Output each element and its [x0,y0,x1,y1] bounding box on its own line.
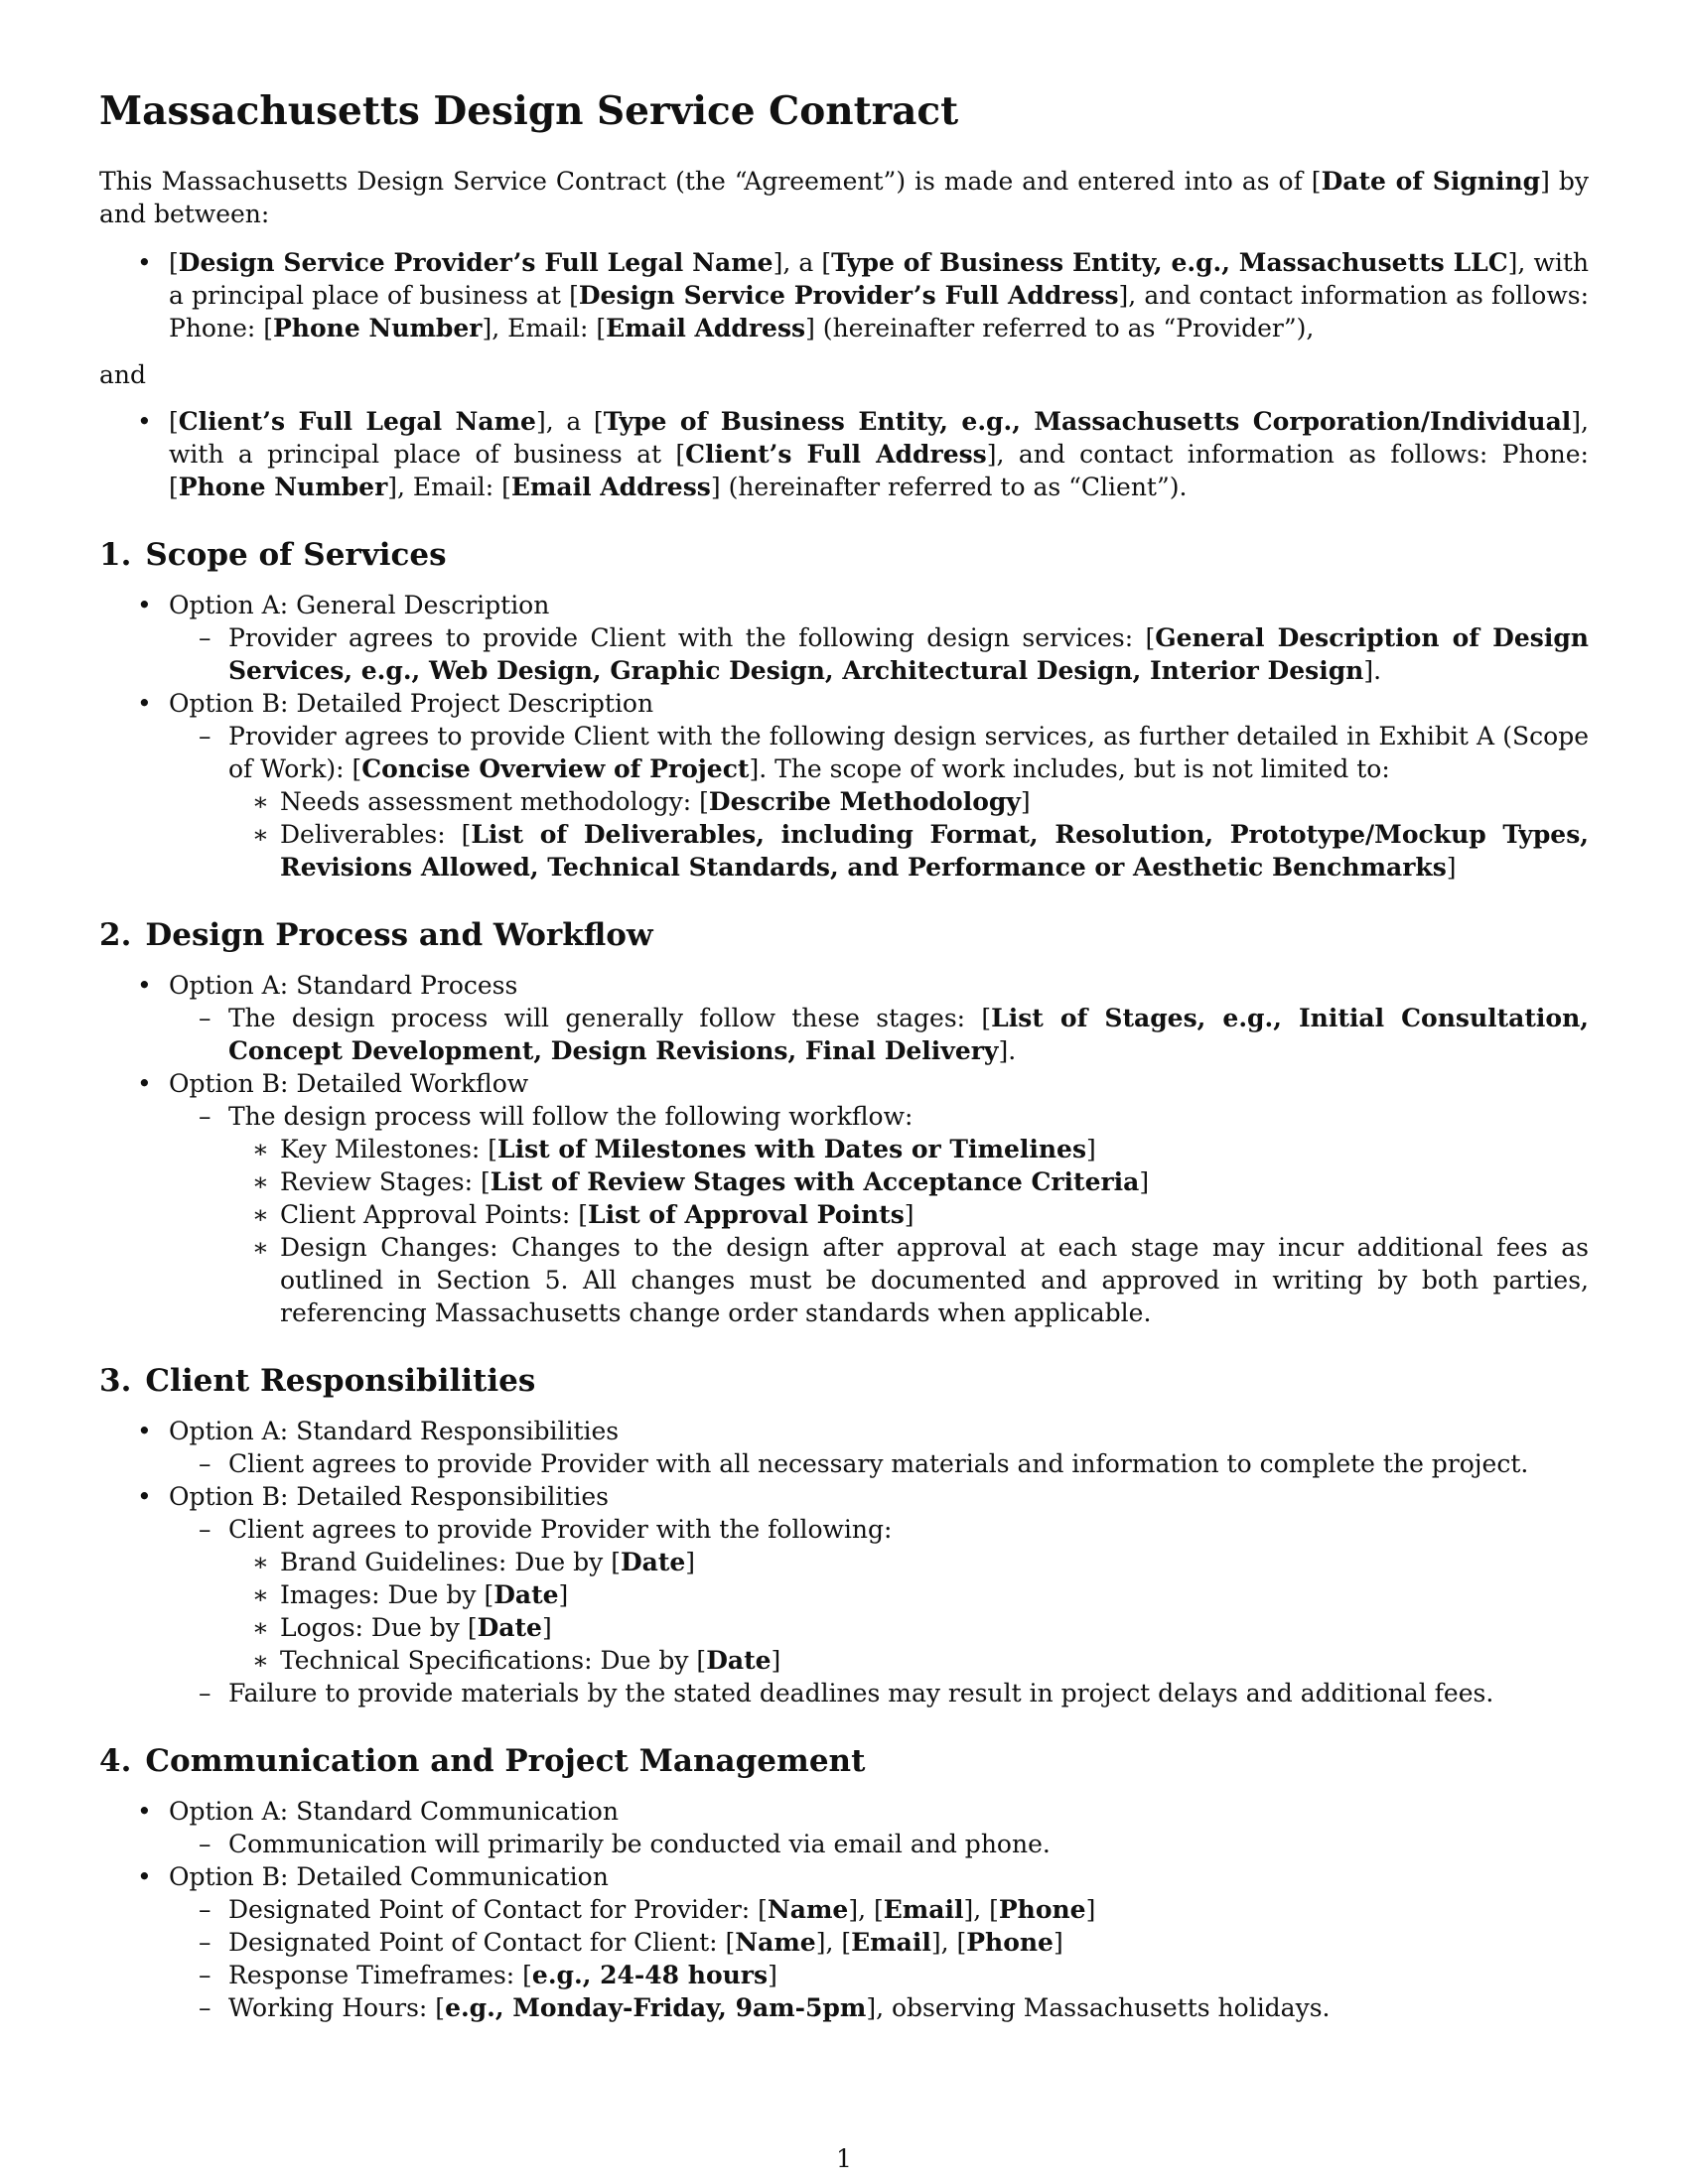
list-item: ∗ Brand Guidelines: Due by [Date] [228,1546,1589,1578]
provider-party-item: • [Design Service Provider’s Full Legal Name], a [Type of Business Entity, e.g., Massachusetts LLC], with a principal place of business at [Design Service Provider’s Full Address], and contact information as follows: Phone: [Phone Number], Email: [Email Address] (hereinafter referred to as “Provider”), [99,246,1589,344]
section-heading-scope: 1. Scope of Services [99,537,447,573]
list-item: – Communication will primarily be conducted via email and phone. [169,1828,1589,1860]
responsibilities-options-list [99,1415,1589,1709]
list-item: • Option B: Detailed Project Description – Provider agrees to provide Client with the following design services, as further detailed in Exhibit A (Scope of Work): [Concise Overview of Project]. The scope of work includes, but is not limited to: ∗ Needs assessment methodology: [Describe Methodology] ∗ Deliverables: [List of Deliverables, including Format, Resolution, Prototype/Mockup Types, Revisions Allowed, Technical Standards, and Performance or Aesthetic Benchmarks] [99,687,1589,884]
list-item: ∗ Images: Due by [Date] [228,1578,1589,1611]
client-party-item: • [Client’s Full Legal Name], a [Type of Business Entity, e.g., Massachusetts Corporation/Individual], with a principal place of business at [Client’s Full Address], and contact information as follows: Phone: [Phone Number], Email: [Email Address] (hereinafter referred to as “Client”). [99,405,1589,503]
list-item: ∗ Technical Specifications: Due by [Date] [228,1644,1589,1677]
and-text: and [99,360,147,389]
list-item: – Client agrees to provide Provider with all necessary materials and information to complete the project. [169,1447,1589,1480]
list-item: ∗ Key Milestones: [List of Milestones with Dates or Timelines] [228,1133,1589,1165]
process-options-list [99,969,1589,1329]
list-item: • Option A: Standard Responsibilities – Client agrees to provide Provider with all necessary materials and information to complete the project. [99,1415,1589,1480]
list-item: • Option B: Detailed Workflow – The design process will follow the following workflow: ∗ Key Milestones: [List of Milestones with Dates or Timelines] ∗ Review Stages: [List of Review Stages with Acceptance Criteria] ∗ Client Approval Points: [List of Approval Points] ∗ Design Changes: Changes to the design after approval at each stage may incur additional fees as outlined in Section 5. All changes must be documented and approved in writing by both parties, referencing Massachusetts change order standards when applicable. [99,1067,1589,1329]
list-item: – Response Timeframes: [e.g., 24-48 hours] [169,1959,1589,1991]
list-item: ∗ Design Changes: Changes to the design after approval at each stage may incur additional fees as outlined in Section 5. All changes must be documented and approved in writing by both parties, referencing Massachusetts change order standards when applicable. [228,1231,1589,1329]
scope-options-list [99,589,1589,884]
list-item: • Option B: Detailed Responsibilities – Client agrees to provide Provider with the following: ∗ Brand Guidelines: Due by [Date] ∗ Images: Due by [Date] ∗ Logos: Due by [Date] ∗ Technical Specifications: Due by [Date] – Failure to provide materials by the stated deadlines may result in project delays and additional fees. [99,1480,1589,1709]
list-item: • Option A: Standard Communication – Communication will primarily be conducted via email and phone. [99,1795,1589,1860]
list-item: – Working Hours: [e.g., Monday-Friday, 9am-5pm], observing Massachusetts holidays. [169,1991,1589,2024]
list-item: – Client agrees to provide Provider with the following: ∗ Brand Guidelines: Due by [Date] ∗ Images: Due by [Date] ∗ Logos: Due by [Date] ∗ Technical Specifications: Due by [Date] [169,1513,1589,1677]
list-item: ∗ Logos: Due by [Date] [228,1611,1589,1644]
list-item: – Designated Point of Contact for Client: [Name], [Email], [Phone] [169,1926,1589,1959]
list-item: – The design process will generally follow these stages: [List of Stages, e.g., Initial Consultation, Concept Development, Design Revisions, Final Delivery]. [169,1002,1589,1067]
section-heading-client-responsibilities: 3. Client Responsibilities [99,1363,536,1399]
client-list [99,405,1589,503]
document-title: Massachusetts Design Service Contract [99,88,959,134]
provider-list [99,246,1589,344]
list-item: • Option A: Standard Process – The design process will generally follow these stages: [List of Stages, e.g., Initial Consultation, Concept Development, Design Revisions, Final Delivery]. [99,969,1589,1067]
document-page [99,87,1589,2024]
list-item: ∗ Client Approval Points: [List of Approval Points] [228,1198,1589,1231]
list-item: • Option A: General Description – Provider agrees to provide Client with the following design services: [General Description of Design Services, e.g., Web Design, Graphic Design, Architectural Design, Interior Design]. [99,589,1589,687]
list-item: ∗ Review Stages: [List of Review Stages with Acceptance Criteria] [228,1165,1589,1198]
list-item: – Designated Point of Contact for Provider: [Name], [Email], [Phone] [169,1893,1589,1926]
list-item: ∗ Needs assessment methodology: [Describe Methodology] [228,785,1589,818]
intro-paragraph: This Massachusetts Design Service Contract (the “Agreement”) is made and entered into as of [Date of Signing] by and between: [99,167,1590,228]
communication-options-list [99,1795,1589,2024]
list-item: – Provider agrees to provide Client with the following design services, as further detailed in Exhibit A (Scope of Work): [Concise Overview of Project]. The scope of work includes, but is not limited to: ∗ Needs assessment methodology: [Describe Methodology] ∗ Deliverables: [List of Deliverables, including Format, Resolution, Prototype/Mockup Types, Revisions Allowed, Technical Standards, and Performance or Aesthetic Benchmarks] [169,720,1589,884]
section-heading-process: 2. Design Process and Workflow [99,917,653,953]
list-item: ∗ Deliverables: [List of Deliverables, including Format, Resolution, Prototype/Mockup Types, Revisions Allowed, Technical Standards, and Performance or Aesthetic Benchmarks] [228,818,1589,884]
section-heading-communication: 4. Communication and Project Management [99,1743,866,1779]
list-item: – Provider agrees to provide Client with the following design services: [General Description of Design Services, e.g., Web Design, Graphic Design, Architectural Design, Interior Design]. [169,621,1589,687]
list-item: – The design process will follow the following workflow: ∗ Key Milestones: [List of Milestones with Dates or Timelines] ∗ Review Stages: [List of Review Stages with Acceptance Criteria] ∗ Client Approval Points: [List of Approval Points] ∗ Design Changes: Changes to the design after approval at each stage may incur additional fees as outlined in Section 5. All changes must be documented and approved in writing by both parties, referencing Massachusetts change order standards when applicable. [169,1100,1589,1329]
page-number: 1 [836,2144,852,2173]
list-item: • Option B: Detailed Communication – Designated Point of Contact for Provider: [Name], [Email], [Phone] – Designated Point of Contact for Client: [Name], [Email], [Phone] – Response Timeframes: [e.g., 24-48 hours] – Working Hours: [e.g., Monday-Friday, 9am-5pm], observing Massachusetts holidays. [99,1860,1589,2024]
list-item: – Failure to provide materials by the stated deadlines may result in project delays and additional fees. [169,1677,1589,1709]
